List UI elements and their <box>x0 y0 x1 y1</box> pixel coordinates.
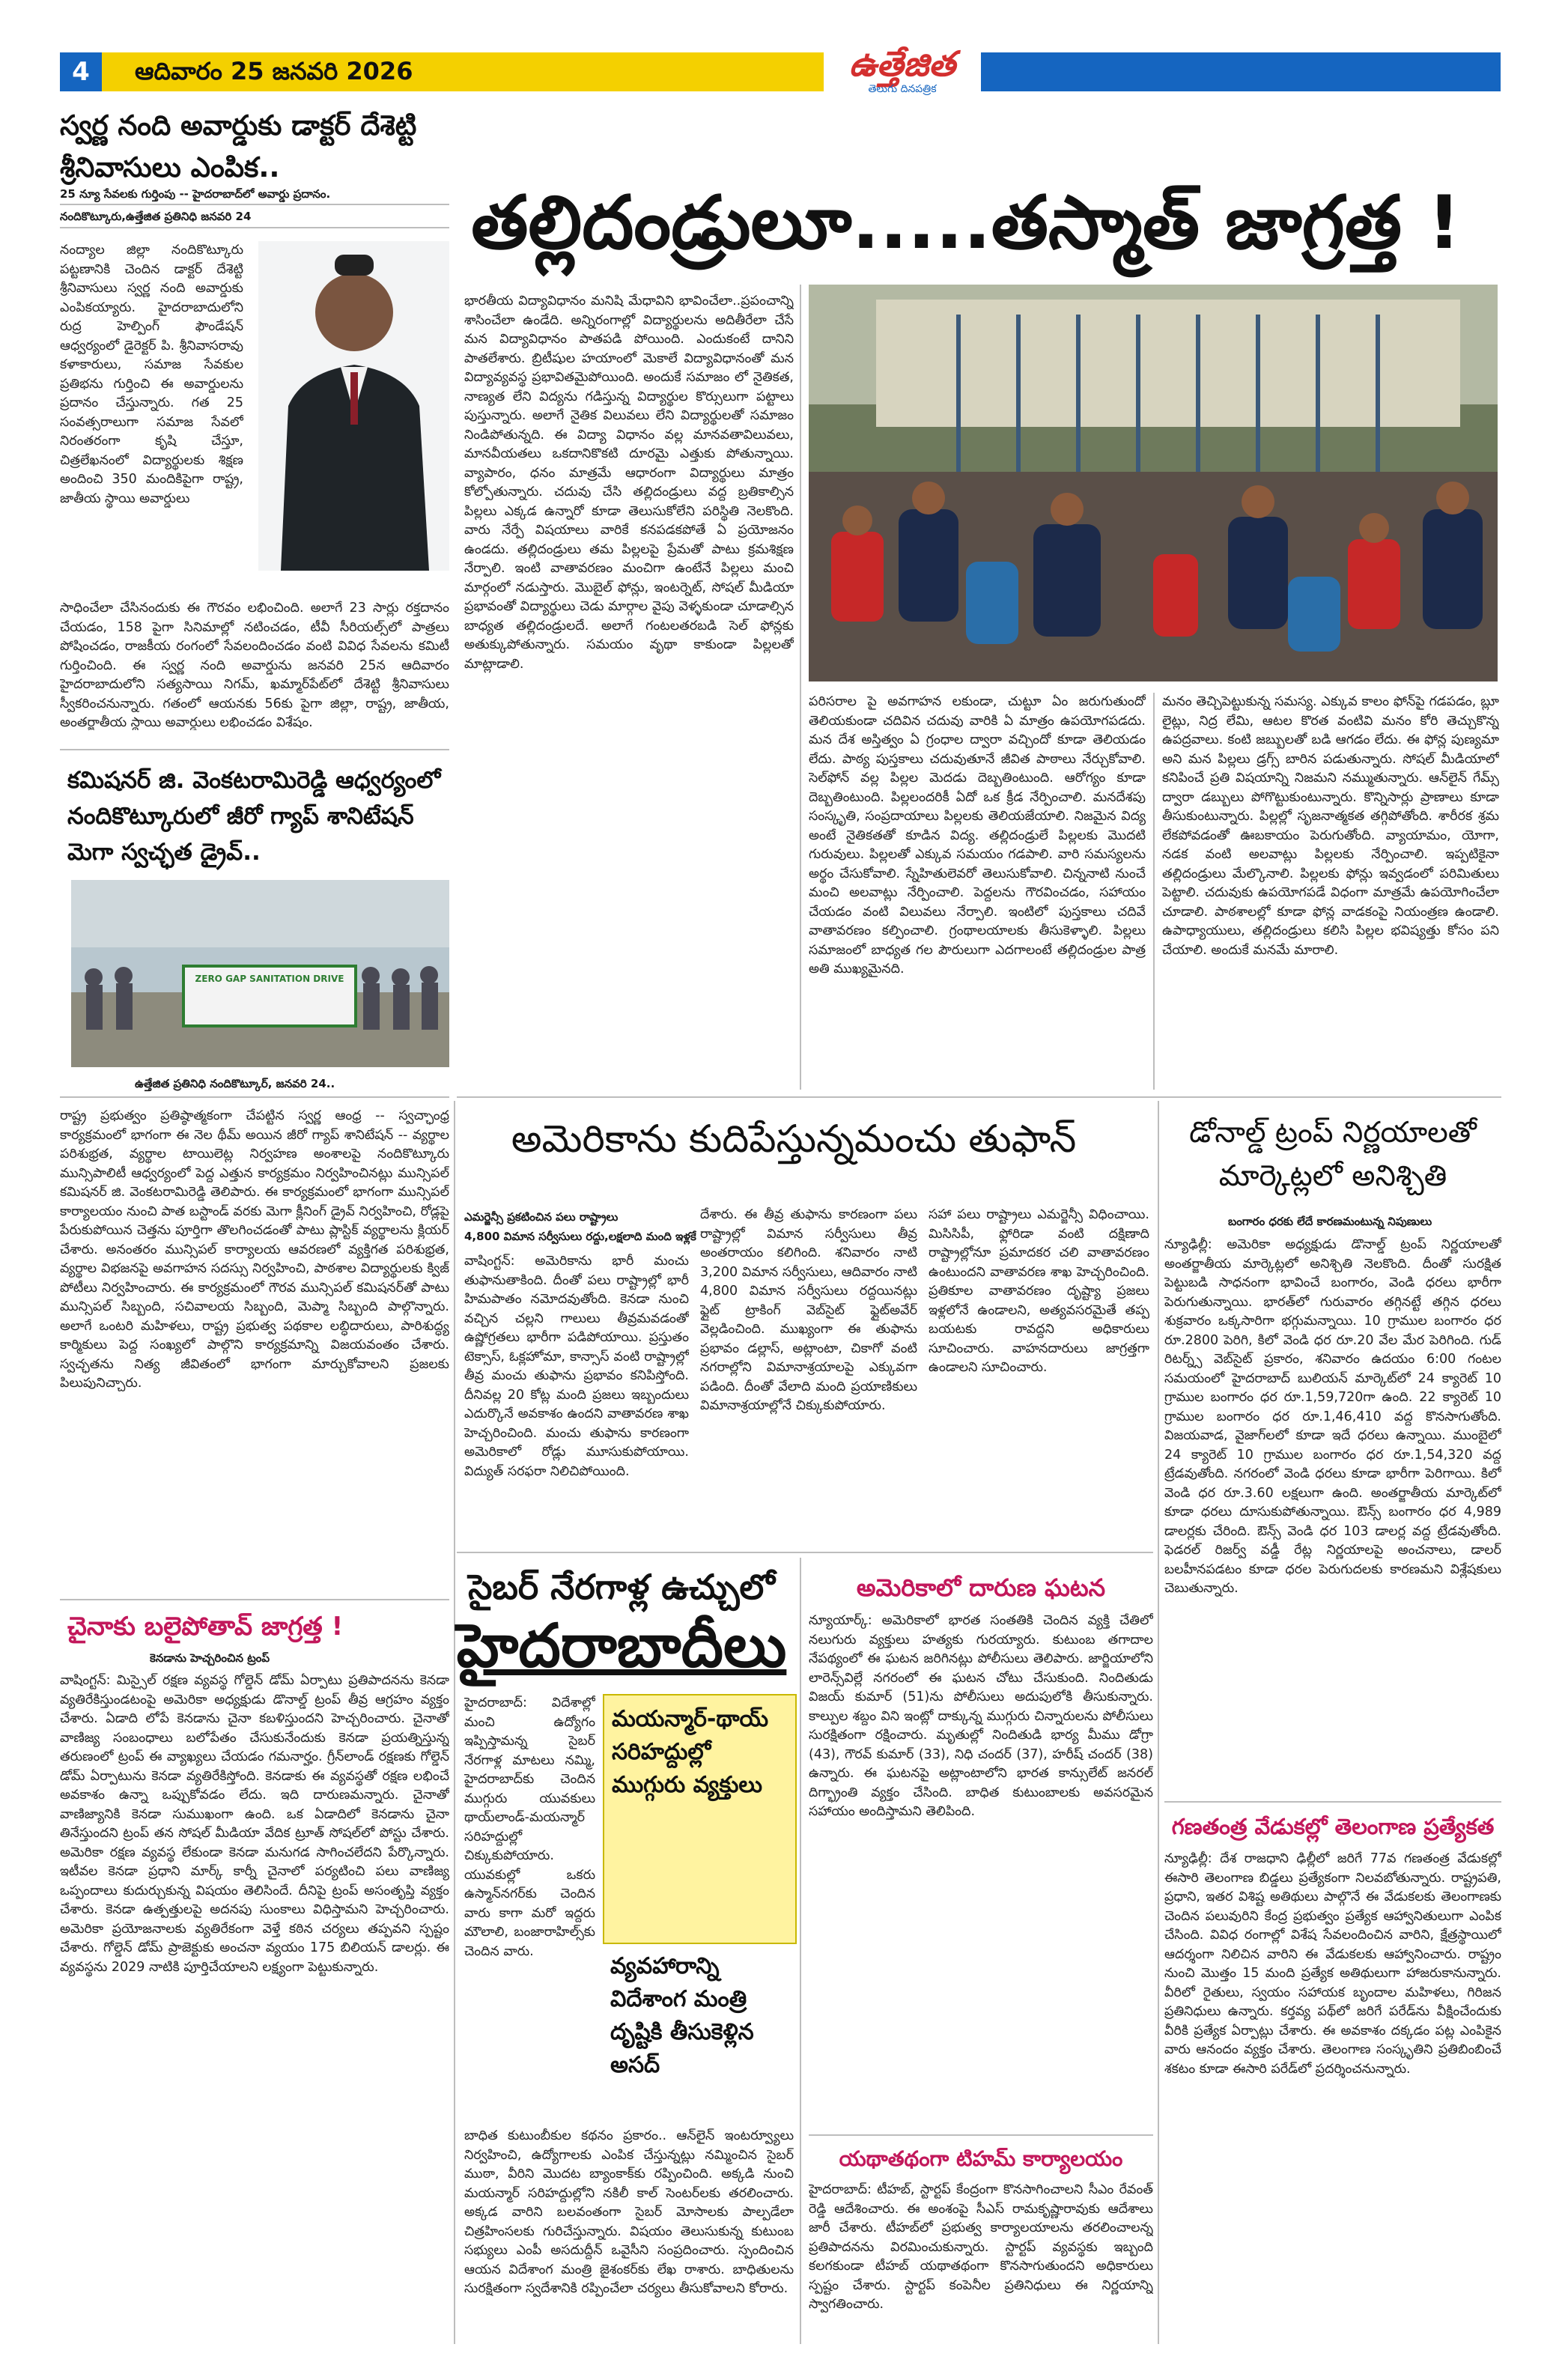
cyber-callout-box-2 <box>603 1947 794 2123</box>
telangana-body: న్యూఢిల్లీ: దేశ రాజధాని ఢిల్లీలో జరిగే 77వ గణతంత్ర వేడుకల్లో ఈసారి తెలంగాణ బిడ్డలు ప్రత్యేకంగా నిలవబోతున్నారు. రాష్ట్రపతి, ప్రధాని, ఇతర విశిష్ట అతిథులు పాల్గొనే ఈ వేడుకలకు తెలంగాణకు చెందిన పలువురిని కేంద్ర ప్రభుత్వం ప్రత్యేక ఆహ్వానితులుగా ఎంపిక చేసింది. వివిధ రంగాల్లో విశేష సేవలందించిన వారిని, క్షేత్రస్థాయిలో ఆదర్శంగా నిలిచిన వారిని ఈ వేడుకలకు ఆహ్వానించారు. రాష్ట్రం నుంచి మొత్తం 15 మంది ప్రత్యేక అతిథులుగా హాజరుకానున్నారు. వీరిలో రైతులు, స్వయం సహాయక బృందాల మహిళలు, గిరిజన ప్రతినిధులు ఉన్నారు. కర్తవ్య పథ్‌లో జరిగే పరేడ్‌ను వీక్షించేందుకు వీరికి ప్రత్యేక ఏర్పాట్లు చేశారు. ఈ అవకాశం దక్కడం పట్ల ఎంపికైన వారు ఆనందం వ్యక్తం చేశారు. తెలంగాణ సంస్కృతిని ప్రతిబింబించే శకటం కూడా ఈసారి పరేడ్‌లో ప్రదర్శించనున్నారు. <box>1164 1851 1501 2077</box>
china-headline: చైనాకు బలైపోతావ్ జాగ్రత్త ! <box>67 1612 344 1642</box>
page-number: 4 <box>60 52 102 91</box>
masthead <box>831 45 973 105</box>
cyber-callout-1: మయన్మార్-థాయ్ సరిహద్దుల్లో ముగ్గురు వ్యక్తులు <box>612 1706 769 1798</box>
telangana-headline: గణతంత్ర వేడుకల్లో తెలంగాణ ప్రత్యేకత <box>1171 1814 1495 1839</box>
issue-date: ఆదివారం 25 జనవరి 2026 <box>135 57 413 85</box>
storm-body-col1: వాషింగ్టన్: అమెరికాను భారీ మంచు తుఫానుతాకింది. దీంతో పలు రాష్ట్రాల్లో భారీ హిమపాతం నమోదవుతోంది. కెనడా నుంచి వచ్చిన చల్లని గాలులు తీవ్రమవడంతో ఉష్ణోగ్రతలు భారీగా పడిపోయాయి. ప్రస్తుతం టెక్సాస్, ఓక్లహోమా, కాన్సాస్ వంటి రాష్ట్రాల్లో తీవ్ర మంచు తుఫాను ప్రభావం కనిపిస్తోంది. దీనివల్ల 20 కోట్ల మంది ప్రజలు ఇబ్బందులు ఎదుర్కొనే అవకాశం ఉందని వాతావరణ శాఖ హెచ్చరించింది. మంచు తుఫాను కారణంగా అమెరికాలో రోడ్లు మూసుకుపోయాయి. విద్యుత్ సరఫరా నిలిచిపోయింది. <box>464 1254 689 1479</box>
cyber-body-col1: హైదరాబాద్: విదేశాల్లో మంచి ఉద్యోగం ఇప్పిస్తామన్న సైబర్ నేరగాళ్ల మాటలు నమ్మి, హైదరాబాద్‌కు చెందిన ముగ్గురు యువకులు థాయ్‌లాండ్-మయన్మార్ సరిహద్దుల్లో చిక్కుకుపోయారు. యువకుల్లో ఒకరు ఉస్మాన్‌నగర్‌కు చెందిన వారు కాగా మరో ఇద్దరు మౌలాలి, బంజారాహిల్స్‌కు చెందిన వారు. <box>464 1695 595 1959</box>
storm-body-col3: సహా పలు రాష్ట్రాలు ఎమర్జెన్సీ విధించాయి. మిసిసిపీ, ఫ్లోరిడా వంటి దక్షిణాది రాష్ట్రాల్లోనూ ప్రమాదకర చలి వాతావరణం ఉంటుందని వాతావరణ శాఖ హెచ్చరించింది. ప్రతికూల వాతావరణం దృష్ట్యా ప్రజలు ఇళ్లలోనే ఉండాలని, అత్యవసరమైతే తప్ప బయటకు రావద్దని అధికారులు సూచించారు. వాహనదారులు జాగ్రత్తగా ఉండాలని సూచించారు. <box>929 1207 1149 1375</box>
china-body: వాషింగ్టన్: మిస్సైల్ రక్షణ వ్యవస్థ గోల్డెన్ డోమ్ ఏర్పాటు ప్రతిపాదనను కెనడా వ్యతిరేకిస్తుండటంపై అమెరికా అధ్యక్షుడు డొనాల్డ్ ట్రంప్ తీవ్ర ఆగ్రహం వ్యక్తం చేశారు. ఏడాది లోపే కెనడాను చైనా కబళిస్తుందని హెచ్చరించారు. చైనాతో వాణిజ్య సంబంధాలు బలోపేతం చేసుకునేందుకు కెనడా ప్రయత్నిస్తున్న తరుణంలో ట్రంప్ ఈ వ్యాఖ్యలు చేయడం గమనార్హం. గ్రీన్‌లాండ్ రక్షణకు గోల్డెన్ డోమ్ ఏర్పాటును కెనడా వ్యతిరేకిస్తోంది. కెనడాకు ఈ వ్యవస్థతో రక్షణ లభించే అవకాశం ఉన్నా ఒప్పుకోవడం లేదు. ఇది దారుణమన్నారు. చైనాతో వాణిజ్యానికి కెనడా సుముఖంగా ఉంది. ఒక ఏడాదిలో కెనడాను చైనా తినేస్తుందని ట్రంప్ తన సోషల్ మీడియా వేదిక ట్రూత్ సోషల్‌లో పోస్టు చేశారు. అమెరికా రక్షణ వ్యవస్థ లేకుండా కెనడా మనుగడ సాగించలేదని పేర్కొన్నారు. ఇటీవల కెనడా ప్రధాని మార్క్ కార్నీ చైనాలో పర్యటించి పలు వాణిజ్య ఒప్పందాలు కుదుర్చుకున్న విషయం తెలిసిందే. దీనిపై ట్రంప్ అసంతృప్తి వ్యక్తం చేశారు. కెనడా ఉత్పత్తులపై అదనపు సుంకాలు విధిస్తామని హెచ్చరించారు. అమెరికా ప్రయోజనాలకు వ్యతిరేకంగా వెళ్తే కఠిన చర్యలు తప్పవని స్పష్టం చేశారు. గోల్డెన్ డోమ్ ప్రాజెక్టుకు అంచనా వ్యయం 175 బిలియన్ డాలర్లు. ఈ వ్యవస్థను 2029 నాటికి పూర్తిచేయాలని లక్ష్యంగా పెట్టుకున్నారు. <box>60 1673 449 1975</box>
parents-body-col2: పరిసరాల పై అవగాహన లకుండా, చుట్టూ ఏం జరుగుతుందో తెలియకుండా చదివిన చదువు వారికి ఏ మాత్రం ఉపయోగపడదు. మన దేశ అస్తిత్వం ఏ గ్రంధాల ద్వారా వచ్చిందో కూడా తెలియడం లేదు. పాఠ్య పుస్తకాలు చదువుతూనే జీవిత పాఠాలు నేర్చుకోవాలి. సెల్‌ఫోన్ వల్ల పిల్లల మెదడు దెబ్బతింటుంది. ఆరోగ్యం కూడా దెబ్బతింటుంది. పిల్లలందరికీ ఏదో ఒక క్రీడ నేర్పించాలి. మనదేశపు సంస్కృతి, సంప్రదాయాలు పిల్లలకు తెలియజేయాలి. నిజమైన విద్య అంటే నైతికతతో కూడిన విద్య. తల్లిదండ్రులే పిల్లలకు మొదటి గురువులు. పిల్లలతో ఎక్కువ సమయం గడపాలి. వారి సమస్యలను అర్థం చేసుకోవాలి. స్నేహితులెవరో తెలుసుకోవాలి. చిన్ననాటి నుంచే మంచి అలవాట్లు నేర్పించాలి. పెద్దలను గౌరవించడం, సహాయం చేయడం వంటి విలువలు నేర్పాలి. ఇంటిలో పుస్తకాలు చదివే వాతావరణం కల్పించాలి. గ్రంథాలయాలకు తీసుకెళ్ళాలి. పిల్లలు సమాజంలో బాధ్యత గల పౌరులుగా ఎదగాలంటే తల్లిదండ్రుల పాత్ర అతి ముఖ్యమైనది. <box>809 694 1146 977</box>
award-caption: 25 న్యూ సేవలకు గుర్తింపు -- హైదరాబాద్‌లో అవార్డు ప్రదానం. <box>60 187 331 201</box>
trump-body: న్యూఢిల్లీ: అమెరికా అధ్యక్షుడు డొనాల్డ్ ట్రంప్ నిర్ణయాలతో అంతర్జాతీయ మార్కెట్లలో అనిశ్చితి నెలకొంది. దీంతో సురక్షిత పెట్టుబడి సాధనంగా భావించే బంగారం, వెండి ధరలు భారీగా పెరుగుతున్నాయి. భారత్‌లో గురువారం తగ్గినట్టే తగ్గిన ధరలు శుక్రవారం ఒక్కసారిగా భగ్గుమన్నాయి. 10 గ్రాముల బంగారం ధర రూ.2800 పెరిగి, కిలో వెండి ధర రూ.20 వేల మేర పెరిగింది. గుడ్ రిటర్న్స్ వెబ్‌సైట్ ప్రకారం, శనివారం ఉదయం 6:00 గంటల సమయంలో హైదరాబాద్ బులియన్ మార్కెట్‌లో 24 క్యారెట్ 10 గ్రాముల బంగారం ధర రూ.1,59,720గా ఉంది. 22 క్యారెట్ 10 గ్రాముల బంగారం ధర రూ.1,46,410 వద్ద కొనసాగుతోంది. విజయవాడ, వైజాగ్‌లలో కూడా ఇదే ధరలు ఉన్నాయి. ముంబైలో 24 క్యారెట్ 10 గ్రాముల బంగారం ధర రూ.1,54,320 వద్ద ట్రేడవుతోంది. నగరంలో వెండి ధరలు కూడా భారీగా పెరిగాయి. కిలో వెండి ధర రూ.3.60 లక్షలుగా ఉంది. అంతర్జాతీయ మార్కెట్‌లో కూడా ధరలు దూసుకుపోతున్నాయి. ఔన్స్ బంగారం ధర 4,989 డాలర్లకు చేరింది. ఔన్స్ వెండి ధర 103 డాలర్ల వద్ద ట్రేడవుతోంది. ఫెడరల్ రిజర్వ్ వడ్డీ రేట్ల నిర్ణయాలపై అంచనాలు, డాలర్ బలహీనపడటం కూడా ధరల పెరుగుదలకు కారణమని విశ్లేషకులు చెబుతున్నారు. <box>1164 1237 1501 1596</box>
award-body-a: నంద్యాల జిల్లా నందికొట్కూరు పట్టణానికి చెందిన డాక్టర్ దేశెట్టి శ్రీనివాసులు స్వర్ణ నంది అవార్డుకు ఎంపికయ్యారు. హైదరాబాదులోని రుద్ర హెల్పింగ్ ఫౌండేషన్ ఆధ్వర్యంలో డైరెక్టర్ పి. శ్రీనివాసరావు కళాకారులు, సమాజ సేవకుల ప్రతిభను గుర్తించి ఈ అవార్డులను ప్రదానం చేస్తున్నారు. గత 25 సంవత్సరాలుగా సమాజ సేవలో నిరంతరంగా కృషి చేస్తూ, చిత్రలేఖనంలో విద్యార్థులకు శిక్షణ అందించి 350 మందికిపైగా రాష్ట్ర, జాతీయ స్థాయి అవార్డులు <box>60 243 243 506</box>
cyber-headline-1: సైబర్ నేరగాళ్ల ఉచ్చులో <box>468 1567 775 1607</box>
china-subhead: కెనడాను హెచ్చరించిన ట్రంప్ <box>150 1651 270 1665</box>
cyber-callout-2: వ్యవహారాన్ని విదేశాంగ మంత్రి దృష్టికి తీసుకెళ్లిన అసద్ <box>610 1953 754 2078</box>
sanitation-body: రాష్ట్ర ప్రభుత్వం ప్రతిష్ఠాత్మకంగా చేపట్టిన స్వర్ణ ఆంధ్ర -- స్వచ్ఛాంధ్ర కార్యక్రమంలో భాగంగా ఈ నెల థీమ్ అయిన జీరో గ్యాప్ శానిటేషన్ -- వ్యర్థాల పరిశుభ్రత, వ్యర్థాల టాయిలెట్ల నిర్వహణ అంశాలపై నందికొట్కూరు మున్సిపాలిటీ ఆధ్వర్యంలో పెద్ద ఎత్తున కార్యక్రమం నిర్వహించినట్లు మున్సిపల్ కమిషనర్ జి. వెంకటరామిరెడ్డి తెలిపారు. ఈ కార్యక్రమంలో భాగంగా మున్సిపల్ కార్యాలయం నుంచి పాత బస్టాండ్ వరకు మెగా క్లీనింగ్ డ్రైవ్ నిర్వహించి, రోడ్లపై పేరుకుపోయిన చెత్తను పూర్తిగా తొలగించడంతో పాటు ప్లాస్టిక్ వ్యర్థాలను క్లియర్ చేశారు. అనంతరం మున్సిపల్ కార్యాలయ ఆవరణలో వ్యక్తిగత పరిశుభ్రత, వ్యర్థాల విభజనపై అవగాహన సదస్సు నిర్వహించి, పాఠశాల విద్యార్థులకు క్విజ్ పోటీలు నిర్వహించారు. ఈ కార్యక్రమంలో గౌరవ మున్సిపల్ కమిషనర్‌తో పాటు మున్సిపల్ సిబ్బంది, సచివాలయ సిబ్బంది, మెప్మా సిబ్బంది పాల్గొన్నారు. అలాగే ఒంటరి మహిళలు, రాష్ట్ర ప్రభుత్వ పథకాల లబ్ధిదారులు, పారిశుద్ధ్య కార్మికులు పెద్ద సంఖ్యలో పాల్గొని కార్యక్రమాన్ని విజయవంతం చేశారు. స్వచ్ఛతను నిత్య జీవితంలో భాగంగా మార్చుకోవాలని ప్రజలకు పిలుపునిచ్చారు. <box>60 1108 449 1391</box>
storm-subhead-2: 4,800 విమాన సర్వీసులు రద్దు,లక్షలాది మంది ఇళ్లకే <box>464 1230 696 1243</box>
storm-body-col2: దేశారు. ఈ తీవ్ర తుఫాను కారణంగా పలు రాష్ట్రాల్లో విమాన సర్వీసులు తీవ్ర అంతరాయం కలిగింది. శనివారం నాటి 3,200 విమాన సర్వీసులు, ఆదివారం నాటి 4,800 విమాన సర్వీసులు రద్దయినట్లు ఫ్లైట్ ట్రాకింగ్ వెబ్‌సైట్ ఫ్లైట్‌అవేర్ వెల్లడించింది. ముఖ్యంగా ఈ తుఫాను ప్రభావం డల్లాస్, అట్లాంటా, చికాగో వంటి నగరాల్లోని విమానాశ్రయాలపై ఎక్కువగా పడింది. దీంతో వేలాది మంది ప్రయాణికులు విమానాశ్రయాల్లోనే చిక్కుకుపోయారు. <box>700 1207 917 1413</box>
award-dateline: నందికొట్కూరు,ఉత్తేజిత ప్రతినిధి జనవరి 24 <box>60 210 252 223</box>
sanitation-photo <box>71 880 449 1067</box>
award-body-b: సాధించేలా చేసినందుకు ఈ గౌరవం లభించింది. అలాగే 23 సార్లు రక్తదానం చేయడం, 158 పైగా సినిమాల్లో నటించడం, టీవీ సీరియల్స్‌లో పాత్రలు పోషించడం, రాజకీయ రంగంలో సేవలందించడం వంటి వివిధ సేవలను కమిటీ గుర్తించింది. ఈ స్వర్ణ నంది అవార్డును జనవరి 25న ఆదివారం హైదరాబాదులోని సత్యసాయి నిగమ్, ఖమ్మార్‌పేట్‌లో దేశెట్టి శ్రీనివాసులు స్వీకరించనున్నారు. గతంలో ఆయనకు 56కు పైగా జిల్లా, రాష్ట్ర, జాతీయ, అంతర్జాతీయ స్థాయి అవార్డులు లభించడం విశేషం. <box>60 601 449 730</box>
school-crowd-photo <box>809 285 1498 681</box>
cyber-callout-box <box>603 1694 797 1944</box>
parents-body-col3: మనం తెచ్చిపెట్టుకున్న సమస్య. ఎక్కువ కాలం ఫోన్‌పై గడపడం, బ్లూ లైట్లు, నిద్ర లేమి, ఆటల కొరత వంటివి మనం కోరి తెచ్చుకొన్న ఉపద్రవాలు. కంటి జబ్బులతో బడి ఆగడం లేదు. ఈ ఫోన్ల పుణ్యమా అని మన పిల్లలు డ్రగ్స్ బారిన పడుతున్నారు. సోషల్ మీడియాలో కనిపించే ప్రతి విషయాన్ని నిజమని నమ్ముతున్నారు. ఆన్‌లైన్ గేమ్స్ ద్వారా డబ్బులు పోగొట్టుకుంటున్నారు. కొన్నిసార్లు ప్రాణాలు కూడా తీసుకుంటున్నారు. పిల్లల్లో సృజనాత్మకత తగ్గిపోతోంది. శారీరక శ్రమ లేకపోవడంతో ఊబకాయం పెరుగుతోంది. వ్యాయామం, యోగా, నడక వంటి అలవాట్లు పిల్లలకు నేర్పించాలి. ఇప్పటికైనా తల్లిదండ్రులు మేల్కొనాలి. పిల్లలకు ఫోన్లు ఇవ్వడంలో పరిమితులు పెట్టాలి. చదువుకు ఉపయోగపడే విధంగా మాత్రమే ఉపయోగించేలా చూడాలి. పాఠశాలల్లో కూడా ఫోన్ల వాడకంపై నియంత్రణ ఉండాలి. ఉపాధ్యాయులు, తల్లిదండ్రులు కలిసి పిల్లల భవిష్యత్తు కోసం పని చేయాలి. అందుకే మనమే మారాలి. <box>1162 694 1499 958</box>
header-accent-bar <box>981 52 1501 91</box>
tiham-headline: యథాతథంగా టిహమ్ కార్యాలయం <box>839 2146 1123 2171</box>
cyber-body-col2: బాధిత కుటుంబీకుల కథనం ప్రకారం.. ఆన్‌లైన్ ఇంటర్వ్యూలు నిర్వహించి, ఉద్యోగాలకు ఎంపిక చేస్తున్నట్లు నమ్మించిన సైబర్ ముఠా, వీరిని మొదట బ్యాంకాక్‌కు రప్పించింది. అక్కడి నుంచి మయన్మార్ సరిహద్దుల్లోని నకిలీ కాల్ సెంటర్‌లకు తరలించారు. అక్కడ వారిని బలవంతంగా సైబర్ మోసాలకు పాల్పడేలా చిత్రహింసలకు గురిచేస్తున్నారు. విషయం తెలుసుకున్న కుటుంబ సభ్యులు ఎంపీ అసదుద్దీన్ ఒవైసీని సంప్రదించారు. స్పందించిన ఆయన విదేశాంగ మంత్రి జైశంకర్‌కు లేఖ రాశారు. బాధితులను సురక్షితంగా స్వదేశానికి రప్పించేలా చర్యలు తీసుకోవాలని కోరారు. <box>464 2128 794 2296</box>
award-portrait-photo <box>258 241 449 571</box>
cyber-headline-2: హైదరాబాదీలు <box>456 1611 787 1681</box>
parents-headline: తల్లిదండ్రులూ.....తస్మాత్ జాగ్రత్త ! <box>471 180 1461 266</box>
award-headline: స్వర్ణ నంది అవార్డుకు డాక్టర్ దేశెట్టి శ్రీనివాసులు ఎంపిక.. <box>60 109 417 183</box>
us-incident-headline: అమెరికాలో దారుణ ఘటన <box>856 1573 1106 1602</box>
us-incident-body: న్యూయార్క్: అమెరికాలో భారత సంతతికి చెందిన వ్యక్తి చేతిలో నలుగురు వ్యక్తులు హత్యకు గురయ్యారు. కుటుంబ తగాదాల నేపథ్యంలో ఈ ఘటన జరిగినట్లు పోలీసులు తెలిపారు. జార్జియాలోని లారెన్స్‌విల్లే నగరంలో ఈ ఘటన చోటు చేసుకుంది. నిందితుడు విజయ్ కుమార్ (51)ను పోలీసులు అదుపులోకి తీసుకున్నారు. కాల్పుల శబ్దం విని ఇంట్లో దాక్కున్న ముగ్గురు చిన్నారులను పోలీసులు సురక్షితంగా రక్షించారు. మృతుల్లో నిందితుడి భార్య మీము డోగ్రా (43), గౌరవ్ కుమార్ (33), నిధి చందర్ (37), హరీష్ చందర్ (38) ఉన్నారు. ఈ ఘటనపై అట్లాంటాలోని భారత కాన్సులేట్ జనరల్ దిగ్భ్రాంతి వ్యక్తం చేసింది. బాధిత కుటుంబాలకు అవసరమైన సహాయం అందిస్తామని తెలిపింది. <box>809 1613 1153 1819</box>
tiham-body: హైదరాబాద్: టీహబ్, స్టార్టప్ కేంద్రంగా కొనసాగించాలని సీఎం రేవంత్ రెడ్డి ఆదేశించారు. ఈ అంశంపై సీఎస్ రామకృష్ణారావుకు ఆదేశాలు జారీ చేశారు. టీహబ్‌లో ప్రభుత్వ కార్యాలయాలను తరలించాలన్న ప్రతిపాదనను విరమించుకున్నారు. స్టార్టప్ వ్యవస్థకు ఇబ్బంది కలగకుండా టీహబ్ యథాతథంగా కొనసాగుతుందని అధికారులు స్పష్టం చేశారు. స్టార్టప్ కంపెనీల ప్రతినిధులు ఈ నిర్ణయాన్ని స్వాగతించారు. <box>809 2182 1153 2312</box>
masthead-title: ఉత్తేజిత <box>849 43 955 84</box>
storm-subhead-1: ఎమర్జెన్సీ ప్రకటించిన పలు రాష్ట్రాలు <box>464 1210 619 1224</box>
storm-headline: అమెరికాను కుదిపేస్తున్నమంచు తుఫాన్ <box>511 1117 1077 1162</box>
masthead-tag: తెలుగు దినపత్రిక <box>868 83 937 95</box>
header-bar <box>60 52 824 91</box>
sanitation-caption: ఉత్తేజిత ప్రతినిధి నందికొట్కూర్, జనవరి 24.. <box>135 1077 335 1090</box>
parents-body-col1: భారతీయ విద్యావిధానం మనిషి మేధావిని భావించేలా..ప్రపంచాన్ని శాసించేలా ఉండేది. అన్నిరంగాల్లో విద్యార్థులను అదితీరేలా చేసే మన విద్యావిధానం పాతపడి పోయింది. ఎందుకంటే దానిని పాతలేశారు. బ్రిటీషుల హయాంలో మెకాలే విద్యావిధానంతో మన విద్యావ్యవస్థ ప్రభావితమైపోయింది. అందుకే సమాజం లో నైతికత, నాణ్యత లేని విద్యను గడిస్తున్న విద్యార్థుల కొర్సులుగా పట్టాలు పుస్తున్నారు. అలాగే నైతిక విలువలు లేని విద్యార్థులతో సమాజం నిండిపోతున్నది. ఈ విద్యా విధానం వల్ల మానవతావిలువలు, మానవీయతలు ఒకదానికొకటి దూరమై ఎత్తుకు పోతున్నాయి. వ్యాపారం, ధనం మాత్రమే ఆధారంగా విద్యార్థులు మాత్రం కోల్పోతున్నారు. చదువు చేసి తల్లిదండ్రులు వద్ద బ్రతికాల్సిన పిల్లలు ఎక్కడ ఉన్నారో కూడా తెలుసుకోలేని పరిస్థితి నెలకొంది. వారు నేర్పే విషయాలు వారికే కనపడకపోతే ఏ ప్రయోజనం ఉండదు. తల్లిదండ్రులు తమ పిల్లలపై ప్రేమతో పాటు క్రమశిక్షణ నేర్పాలి. ఇంటి వాతావరణం మంచిగా ఉంటేనే పిల్లలు మంచి మార్గంలో నడుస్తారు. మొబైల్ ఫోన్లు, ఇంటర్నెట్, సోషల్ మీడియా ప్రభావంతో విద్యార్థులు చెడు మార్గాల వైపు వెళ్ళకుండా చూడాల్సిన బాధ్యత తల్లిదండ్రులదే. అలాగే గంటలతరబడి సెల్ ఫోన్లకు అతుక్కుపోతున్నారు. సమయం వృథా కాకుండా పిల్లలతో మాట్లాడాలి. <box>464 294 794 672</box>
trump-headline: డోనాల్డ్ ట్రంప్ నిర్ణయాలతో మార్కెట్లలో అనిశ్చితి <box>1189 1116 1477 1193</box>
trump-subhead: బంగారం ధరకు లేదే కారణమంటున్న నిపుణులు <box>1228 1215 1432 1228</box>
sanitation-headline: కమిషనర్ జి. వెంకటరామిరెడ్డి ఆధ్వర్యంలో నందికొట్కూరులో జీరో గ్యాప్ శానిటేషన్ మెగా స్వచ్ఛత డ్రైవ్.. <box>67 767 441 866</box>
sanitation-banner: ZERO GAP SANITATION DRIVE <box>195 974 344 984</box>
